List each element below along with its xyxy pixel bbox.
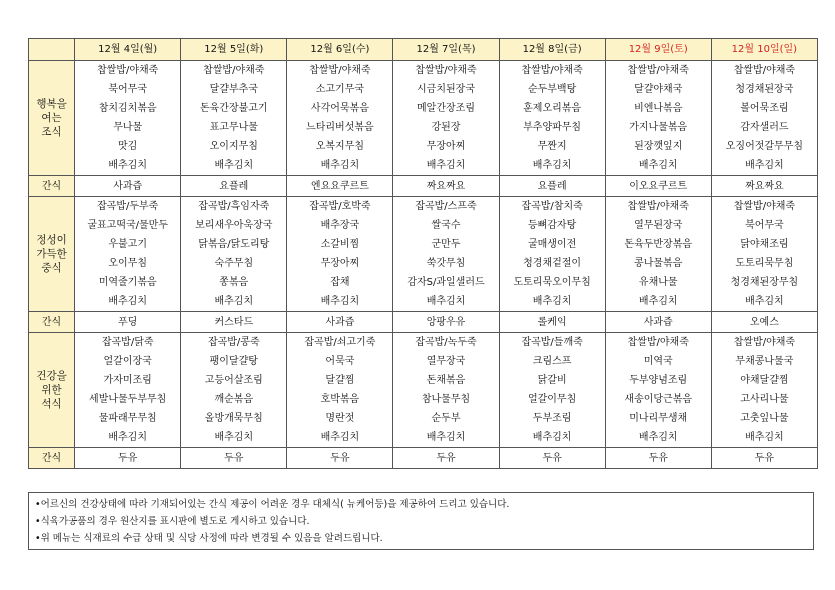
dish-item: 배추김치: [214, 160, 254, 171]
dish-item: 오복지무침: [315, 141, 365, 152]
day-menu-cell: [75, 333, 181, 448]
dish-item: 순두부백탕: [527, 84, 577, 95]
dish-item: 배추김치: [426, 160, 466, 171]
snack-item: 두유: [711, 448, 817, 469]
dish-item: 호박볶음: [320, 394, 360, 405]
dish-item: 배추김치: [638, 160, 678, 171]
dish-item: 굴매생이전: [527, 239, 577, 250]
dish-item: 잡곡밥/스프죽: [415, 201, 477, 212]
day-menu-cell: [499, 197, 605, 312]
dish-item: 잡곡밥/참치죽: [521, 201, 583, 212]
day-menu-cell: [75, 197, 181, 312]
dish-item: 감자샐러드: [740, 122, 789, 133]
snack-item: 요플레: [499, 176, 605, 197]
dish-item: 우불고기: [108, 239, 147, 250]
dish-item: 어묵국: [325, 356, 355, 367]
dish-item: 잡곡밥/호박죽: [309, 201, 371, 212]
dish-item: 굴표고떡국/물만두: [87, 220, 168, 231]
dish-item: 오징어젓갈무무침: [725, 141, 804, 152]
snack-label: 간식: [29, 176, 75, 197]
dish-item: 강된장: [431, 122, 461, 133]
dish-item: 닭갈비: [537, 375, 567, 386]
dish-item: 배추김치: [745, 160, 784, 171]
day-menu-cell: [499, 61, 605, 176]
dish-item: 사각어묵볶음: [310, 103, 369, 114]
dish-item: 북어무국: [108, 84, 147, 95]
meal-label: [29, 197, 75, 312]
day-menu-cell: [393, 197, 499, 312]
day-header: 12월 5일(화): [181, 39, 287, 61]
notes-box: [28, 492, 814, 550]
dish-item: 메알간장조림: [417, 103, 475, 114]
snack-label: 간식: [29, 312, 75, 333]
dish-item: 배추김치: [532, 432, 572, 443]
day-header: 12월 9일(토): [605, 39, 711, 61]
weekly-menu-table: [28, 38, 818, 469]
meal-row: [29, 333, 818, 448]
day-header: 12월 4일(월): [75, 39, 181, 61]
dish-item: 미나리무생채: [629, 413, 688, 424]
snack-item: 두유: [181, 448, 287, 469]
dish-item: 두부양념조림: [629, 375, 688, 386]
dish-item: 달걀야채국: [634, 84, 683, 95]
dish-item: 배추김치: [214, 296, 254, 307]
dish-item: 미역국: [643, 356, 673, 367]
day-menu-cell: [605, 197, 711, 312]
meal-label-line: 건강을: [36, 370, 67, 382]
dish-item: 유채나물: [638, 277, 678, 288]
dish-item: 청경채된장국: [735, 84, 794, 95]
snack-row: [29, 448, 818, 469]
snack-item: 사과즙: [287, 312, 393, 333]
snack-item: 요플레: [181, 176, 287, 197]
dish-item: 도토리묵무침: [735, 258, 794, 269]
day-menu-cell: [499, 333, 605, 448]
dish-item: 찹쌀밥/야채죽: [627, 337, 689, 348]
dish-item: 두부조림: [532, 413, 572, 424]
dish-item: 크림스프: [532, 356, 572, 367]
dish-item: 쑥갓무침: [426, 258, 466, 269]
dish-item: 찹쌀밥/야채죽: [627, 65, 689, 76]
dish-item: 표고무나물: [209, 122, 258, 133]
dish-item: 맛김: [118, 141, 138, 152]
dish-item: 잡곡밥/두부죽: [97, 201, 159, 212]
dish-item: 돈채볶음: [426, 375, 466, 386]
dish-item: 된장깻잎지: [634, 141, 683, 152]
dish-item: 달걀부추국: [209, 84, 258, 95]
note-line: •어르신의 건강상태에 따라 기재되어있는 간식 제공이 어려운 경우 대체식( 뉴케어등)을 제공하여 드리고 있습니다.: [35, 499, 510, 510]
dish-item: 참치김치볶음: [98, 103, 157, 114]
dish-item: 잡곡밥/들깨죽: [521, 337, 583, 348]
dish-item: 배추장국: [320, 220, 360, 231]
snack-item: 사과즙: [75, 176, 181, 197]
dish-item: 미역줄기볶음: [98, 277, 157, 288]
dish-item: 무채콩나물국: [735, 356, 794, 367]
dish-item: 감자S/과일샐러드: [407, 277, 485, 288]
dish-item: 물파래무무침: [98, 413, 157, 424]
day-menu-cell: [393, 61, 499, 176]
snack-label: 간식: [29, 448, 75, 469]
snack-row: [29, 312, 818, 333]
dish-item: 소고기무국: [315, 84, 365, 95]
dish-item: 배추김치: [745, 432, 784, 443]
day-menu-cell: [287, 197, 393, 312]
dish-item: 숙주무침: [214, 258, 254, 269]
dish-item: 배추김치: [108, 296, 147, 307]
dish-item: 무장아찌: [320, 258, 360, 269]
dish-item: 볼어묵조림: [740, 103, 789, 114]
dish-item: 찹쌀밥/야채죽: [415, 65, 477, 76]
day-menu-cell: [287, 333, 393, 448]
dish-item: 고사리나물: [740, 394, 789, 405]
dish-item: 열무된장국: [634, 220, 683, 231]
dish-item: 오이지무침: [209, 141, 258, 152]
day-header-row: [29, 39, 818, 61]
dish-item: 닭야채조림: [740, 239, 789, 250]
dish-item: 잡곡밥/닭죽: [101, 337, 154, 348]
day-menu-cell: [711, 197, 817, 312]
dish-item: 찹쌀밥/야채죽: [309, 65, 371, 76]
dish-item: 등뼈감자탕: [527, 220, 577, 231]
day-menu-cell: [181, 197, 287, 312]
day-header: 12월 10일(일): [711, 39, 817, 61]
snack-item: 두유: [75, 448, 181, 469]
dish-item: 배추김치: [320, 296, 360, 307]
dish-item: 고등어살조림: [204, 375, 263, 386]
snack-item: 짜요짜요: [711, 176, 817, 197]
dish-item: 부추양파무침: [523, 122, 582, 133]
dish-item: 배추김치: [638, 296, 678, 307]
dish-item: 쌀국수: [431, 220, 461, 231]
dish-item: 잡곡밥/콩죽: [207, 337, 260, 348]
corner-cell: [29, 39, 75, 61]
snack-item: 앙팡우유: [393, 312, 499, 333]
dish-item: 팽이달걀탕: [209, 356, 258, 367]
meal-label: [29, 333, 75, 448]
snack-item: 사과즙: [605, 312, 711, 333]
snack-item: 엔요요쿠르트: [287, 176, 393, 197]
meal-label-line: 정성이: [36, 234, 67, 246]
dish-item: 찹쌀밥/야채죽: [521, 65, 583, 76]
dish-item: 배추김치: [532, 296, 572, 307]
dish-item: 배추김치: [108, 160, 147, 171]
day-menu-cell: [605, 61, 711, 176]
snack-item: 이오요쿠르트: [605, 176, 711, 197]
dish-item: 군만두: [431, 239, 461, 250]
dish-item: 무나물: [113, 122, 143, 133]
meal-label-line: 석식: [41, 398, 62, 410]
dish-item: 찹쌀밥/야채죽: [97, 65, 159, 76]
dish-item: 쫑볶음: [219, 277, 249, 288]
dish-item: 배추김치: [320, 432, 360, 443]
dish-item: 세발나물두부무침: [89, 394, 167, 405]
dish-item: 가지나물볶음: [629, 122, 688, 133]
dish-item: 닭볶음/닭도리탕: [198, 239, 270, 250]
dish-item: 훈제오리볶음: [523, 103, 582, 114]
dish-item: 청경채된장무침: [730, 277, 799, 288]
dish-item: 무짠지: [537, 141, 567, 152]
snack-item: 커스타드: [181, 312, 287, 333]
snack-item: 오예스: [711, 312, 817, 333]
day-menu-cell: [393, 333, 499, 448]
dish-item: 배추김치: [426, 432, 466, 443]
dish-item: 얼갈이장국: [103, 356, 152, 367]
snack-item: 짜요짜요: [393, 176, 499, 197]
note-line: •식육가공품의 경우 원산지를 표시판에 별도로 게시하고 있습니다.: [35, 516, 310, 527]
dish-item: 청경채겉절이: [523, 258, 582, 269]
dish-item: 배추김치: [320, 160, 360, 171]
snack-row: [29, 176, 818, 197]
meal-label-line: 중식: [41, 262, 62, 274]
meal-label-line: 여는: [41, 112, 62, 124]
day-menu-cell: [711, 61, 817, 176]
dish-item: 고춧잎나물: [740, 413, 789, 424]
dish-item: 찹쌀밥/야채죽: [627, 201, 689, 212]
dish-item: 찹쌀밥/야채죽: [733, 337, 796, 348]
dish-item: 명란젓: [325, 413, 355, 424]
meal-row: [29, 61, 818, 176]
dish-item: 열무장국: [426, 356, 466, 367]
dish-item: 배추김치: [426, 296, 466, 307]
dish-item: 참나물무침: [421, 394, 471, 405]
dish-item: 돈육간장불고기: [199, 103, 268, 114]
day-menu-cell: [711, 333, 817, 448]
dish-item: 깨순볶음: [214, 394, 254, 405]
dish-item: 올방개묵무침: [204, 413, 263, 424]
dish-item: 오이무침: [108, 258, 147, 269]
meal-label-line: 행복을: [36, 98, 67, 110]
dish-item: 달걀찜: [325, 375, 355, 386]
dish-item: 도토리묵오이무침: [513, 277, 591, 288]
dish-item: 얼갈이무침: [527, 394, 577, 405]
dish-item: 북어무국: [745, 220, 784, 231]
snack-item: 두유: [287, 448, 393, 469]
dish-item: 배추김치: [638, 432, 678, 443]
dish-item: 배추김치: [532, 160, 572, 171]
dish-item: 시금치된장국: [417, 84, 475, 95]
dish-item: 순두부: [431, 413, 461, 424]
dish-item: 잡곡밥/쇠고기죽: [304, 337, 376, 348]
dish-item: 배추김치: [214, 432, 254, 443]
dish-item: 느타리버섯볶음: [306, 122, 374, 133]
meal-row: [29, 197, 818, 312]
snack-item: 롤케익: [499, 312, 605, 333]
snack-item: 두유: [605, 448, 711, 469]
snack-item: 두유: [499, 448, 605, 469]
note-line: •위 메뉴는 식재료의 수급 상태 및 식당 사정에 따라 변경될 수 있음을 알려드립니다.: [35, 533, 383, 544]
meal-label-line: 조식: [41, 126, 62, 138]
day-header: 12월 6일(수): [287, 39, 393, 61]
meal-label-line: 위한: [41, 384, 62, 396]
dish-item: 야채달걀찜: [740, 375, 789, 386]
dish-item: 잡곡밥/녹두죽: [415, 337, 477, 348]
day-header: 12월 7일(목): [393, 39, 499, 61]
dish-item: 찹쌀밥/야채죽: [733, 65, 796, 76]
dish-item: 새송이당근볶음: [624, 394, 693, 405]
day-menu-cell: [75, 61, 181, 176]
day-header: 12월 8일(금): [499, 39, 605, 61]
dish-item: 배추김치: [745, 296, 784, 307]
dish-item: 가자미조림: [103, 375, 152, 386]
dish-item: 보리새우아욱장국: [195, 220, 273, 231]
dish-item: 콩나물볶음: [634, 258, 683, 269]
dish-item: 잡채: [330, 277, 350, 288]
snack-item: 푸딩: [75, 312, 181, 333]
dish-item: 소갈비찜: [320, 239, 360, 250]
snack-item: 두유: [393, 448, 499, 469]
day-menu-cell: [287, 61, 393, 176]
day-menu-cell: [181, 61, 287, 176]
day-menu-cell: [181, 333, 287, 448]
dish-item: 무장아찌: [426, 141, 466, 152]
meal-label: [29, 61, 75, 176]
dish-item: 찹쌀밥/야채죽: [203, 65, 265, 76]
meal-label-line: 가득한: [36, 248, 67, 260]
dish-item: 배추김치: [108, 432, 147, 443]
menu-body: [29, 61, 818, 469]
dish-item: 찹쌀밥/야채죽: [733, 201, 796, 212]
dish-item: 비엔나볶음: [634, 103, 683, 114]
dish-item: 잡곡밥/흑임자죽: [198, 201, 270, 212]
day-menu-cell: [605, 333, 711, 448]
dish-item: 돈육두반장볶음: [624, 239, 693, 250]
